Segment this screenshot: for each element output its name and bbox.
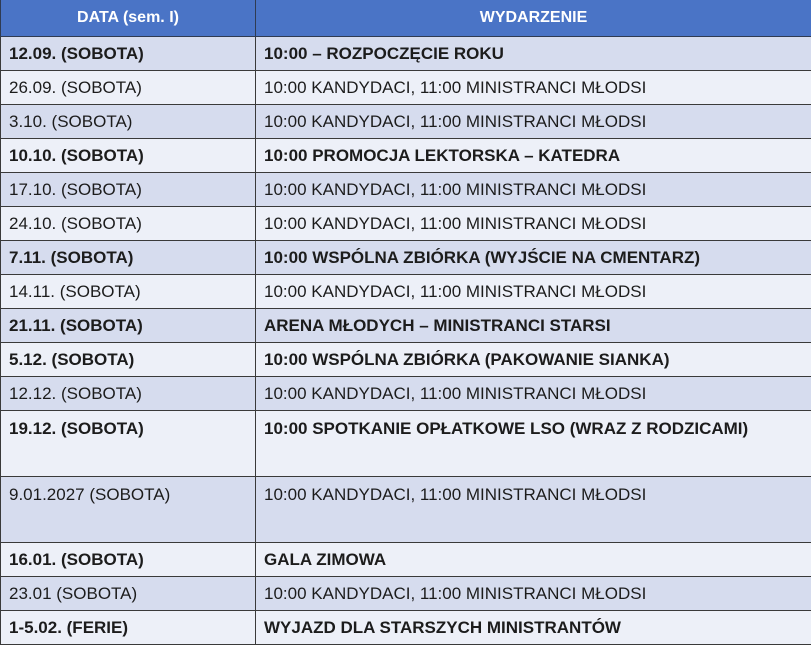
date-cell: 16.01. (SOBOTA): [1, 543, 256, 577]
date-cell: 23.01 (SOBOTA): [1, 577, 256, 611]
event-cell: 10:00 WSPÓLNA ZBIÓRKA (WYJŚCIE NA CMENTARZ): [256, 241, 811, 275]
table-row: [1, 477, 811, 543]
table-row: [1, 207, 811, 241]
date-cell: 17.10. (SOBOTA): [1, 173, 256, 207]
table-row: [1, 611, 811, 645]
date-cell: 14.11. (SOBOTA): [1, 275, 256, 309]
table-row: [1, 377, 811, 411]
event-cell: 10:00 KANDYDACI, 11:00 MINISTRANCI MŁODSI: [256, 207, 811, 241]
event-cell: 10:00 – ROZPOCZĘCIE ROKU: [256, 37, 811, 71]
date-cell: 3.10. (SOBOTA): [1, 105, 256, 139]
event-column-header: WYDARZENIE: [256, 0, 811, 37]
event-cell: 10:00 KANDYDACI, 11:00 MINISTRANCI MŁODSI: [256, 275, 811, 309]
event-cell: 10:00 KANDYDACI, 11:00 MINISTRANCI MŁODSI: [256, 173, 811, 207]
table-row: [1, 275, 811, 309]
table-row: [1, 37, 811, 71]
table-row: [1, 105, 811, 139]
table-row: [1, 173, 811, 207]
event-cell: 10:00 SPOTKANIE OPŁATKOWE LSO (WRAZ Z RODZICAMI): [256, 411, 811, 477]
event-cell: 10:00 WSPÓLNA ZBIÓRKA (PAKOWANIE SIANKA): [256, 343, 811, 377]
date-cell: 7.11. (SOBOTA): [1, 241, 256, 275]
date-cell: 19.12. (SOBOTA): [1, 411, 256, 477]
header-row: [1, 0, 811, 37]
table-row: [1, 309, 811, 343]
event-cell: WYJAZD DLA STARSZYCH MINISTRANTÓW: [256, 611, 811, 645]
date-cell: 26.09. (SOBOTA): [1, 71, 256, 105]
table-row: [1, 241, 811, 275]
date-cell: 24.10. (SOBOTA): [1, 207, 256, 241]
date-cell: 21.11. (SOBOTA): [1, 309, 256, 343]
event-cell: 10:00 KANDYDACI, 11:00 MINISTRANCI MŁODSI: [256, 577, 811, 611]
date-cell: 9.01.2027 (SOBOTA): [1, 477, 256, 543]
table-row: [1, 139, 811, 173]
date-cell: 1-5.02. (FERIE): [1, 611, 256, 645]
event-cell: 10:00 KANDYDACI, 11:00 MINISTRANCI MŁODSI: [256, 71, 811, 105]
table-row: [1, 343, 811, 377]
event-cell: 10:00 KANDYDACI, 11:00 MINISTRANCI MŁODSI: [256, 477, 811, 543]
event-cell: ARENA MŁODYCH – MINISTRANCI STARSI: [256, 309, 811, 343]
date-column-header: DATA (sem. I): [1, 0, 256, 37]
table-row: [1, 577, 811, 611]
event-cell: GALA ZIMOWA: [256, 543, 811, 577]
event-cell: 10:00 PROMOCJA LEKTORSKA – KATEDRA: [256, 139, 811, 173]
event-cell: 10:00 KANDYDACI, 11:00 MINISTRANCI MŁODSI: [256, 105, 811, 139]
date-cell: 10.10. (SOBOTA): [1, 139, 256, 173]
date-cell: 12.09. (SOBOTA): [1, 37, 256, 71]
table-row: [1, 411, 811, 477]
date-cell: 12.12. (SOBOTA): [1, 377, 256, 411]
schedule-rows: [1, 37, 811, 645]
table-row: [1, 543, 811, 577]
date-cell: 5.12. (SOBOTA): [1, 343, 256, 377]
table-row: [1, 71, 811, 105]
event-cell: 10:00 KANDYDACI, 11:00 MINISTRANCI MŁODSI: [256, 377, 811, 411]
